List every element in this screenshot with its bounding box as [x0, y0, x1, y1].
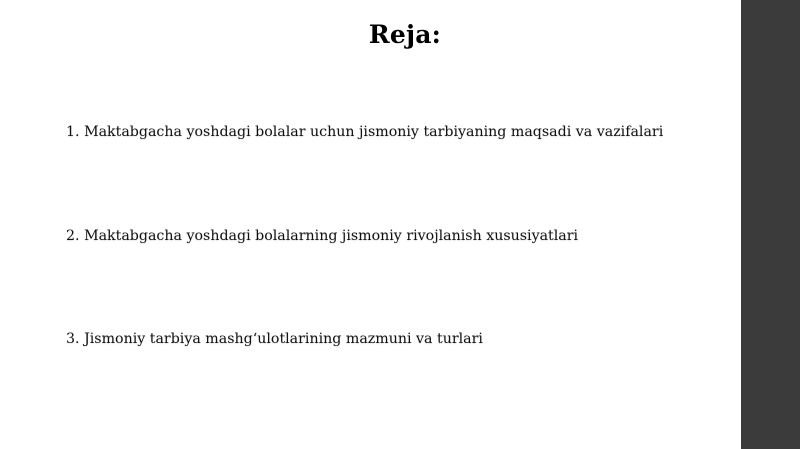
plan-item-3: [66, 331, 483, 347]
plan-item-text: Maktabgacha yoshdagi bolalarning jismoniy rivojlanish xususiyatlari: [84, 228, 579, 244]
plan-item-1: [66, 124, 663, 140]
plan-item-2: [66, 228, 578, 244]
side-panel: [741, 0, 800, 449]
plan-item-text: Maktabgacha yoshdagi bolalar uchun jismoniy tarbiyaning maqsadi va vazifalari: [84, 124, 664, 140]
plan-item-text: Jismoniy tarbiya mashg‘ulotlarining mazmuni va turlari: [84, 331, 483, 347]
plan-item-number: 3.: [66, 331, 80, 347]
plan-item-number: 2.: [66, 228, 80, 244]
plan-item-number: 1.: [66, 124, 80, 140]
slide-title: Reja:: [368, 20, 442, 49]
